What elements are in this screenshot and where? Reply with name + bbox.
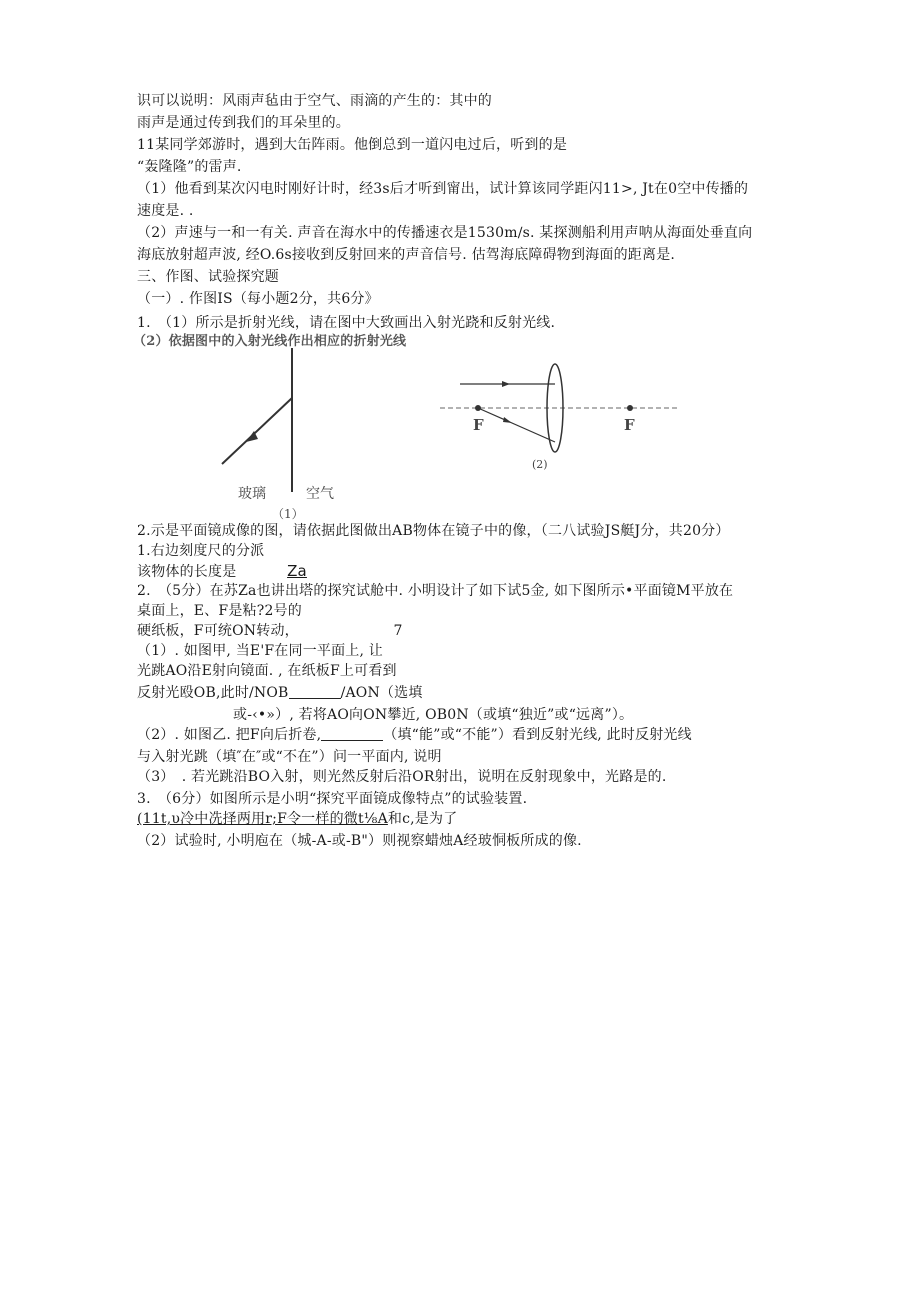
text-span: 和c,是为了 bbox=[387, 811, 458, 827]
ray-arrow-icon bbox=[503, 417, 512, 423]
ray-arrow-icon bbox=[502, 381, 510, 387]
air-label: 空气 bbox=[306, 486, 334, 502]
text-line: 或-‹•»）, 若将AO向ON攀近, OB0N（或填“独近”或“远离”）。 bbox=[233, 707, 634, 723]
text-span: /AON（选填 bbox=[340, 685, 423, 701]
figure-caption: (2) bbox=[532, 458, 548, 471]
question-11: 11某同学郊游时，遇到大缶阵雨。他倒总到一道闪电过后，听到的是 bbox=[137, 137, 568, 153]
focus-label-left: F bbox=[473, 416, 484, 434]
text-span: (11t,υ冷中冼择两用r;F令一样的微t⅛A bbox=[137, 811, 388, 827]
incident-ray-2 bbox=[478, 408, 555, 442]
text-line bbox=[137, 562, 307, 581]
subquestion-2: （2）试验时, 小明庖在（城-A-或-B"）则视察蜡烛A经玻恫板所成的像. bbox=[137, 833, 582, 849]
text-span: （填“能”或“不能”）看到反射光线, 此时反射光线 bbox=[383, 727, 692, 743]
subquestion-1 bbox=[137, 810, 457, 828]
text-line: 海底放射超声波, 经O.6s接收到反射回来的声音信号. 估驾海底障碍物到海面的距离是. bbox=[137, 247, 676, 263]
answer-blank[interactable] bbox=[289, 684, 341, 699]
answer-blank[interactable] bbox=[321, 726, 383, 741]
text-line: “轰隆隆”的雷声. bbox=[137, 159, 242, 175]
text-span: 硬纸板，F可统ON转动， bbox=[137, 623, 299, 639]
text-line: 桌面上，E、F是粘?2号的 bbox=[137, 603, 302, 619]
length-answer: Za bbox=[287, 562, 307, 580]
drawing-question-1: 1. （1）所示是折射光线，请在图中大致画出入射光跷和反射光线. bbox=[137, 315, 556, 331]
text-line: 与入射光跳（填″在″或“不在”）问一平面内, 说明 bbox=[137, 749, 442, 765]
drawing-question-2: 2.示是平面镜成像的图，请依据此图做出AB物体在镜子中的像，（二八试验JS艇J分，共20分） bbox=[137, 523, 730, 539]
text-line bbox=[137, 684, 423, 702]
section-heading: 三、作图、试验探究题 bbox=[137, 269, 279, 285]
drawing-question-2-caption: （2）依据图中的入射光线作出相应的折射光线 bbox=[133, 334, 407, 349]
text-line bbox=[137, 622, 403, 640]
figure-number: 7 bbox=[393, 623, 403, 639]
text-line: 雨声是通过传到我们的耳朵里的。 bbox=[137, 115, 350, 131]
subquestion-1: （1）他看到某次闪电时刚好计时，经3s后才听到甯出，试计算该同学距闪11>, Jt在0空中传播的 bbox=[137, 181, 749, 197]
text-line: 光跳AO沿E射向镜面. , 在纸板F上可看到 bbox=[137, 663, 397, 679]
text-line: 1.右边刻度尺的分派 bbox=[137, 543, 265, 559]
text-line: 识可以说明：风雨声毡由于空气、雨滴的产生的：其中的 bbox=[137, 93, 492, 109]
question-2: 2. （5分）在苏Za也讲出塔的探究试舱中. 小明设计了如下试5金, 如下图所示•平面镜M平放在 bbox=[137, 583, 734, 599]
length-prompt: 该物体的长度是 bbox=[137, 564, 237, 580]
glass-label: 玻璃 bbox=[238, 486, 266, 502]
lens-figure bbox=[440, 360, 680, 480]
subquestion-2 bbox=[137, 726, 692, 744]
text-span: （2）. 如图乙. 把F向后折卷, bbox=[137, 727, 322, 743]
subquestion-2: （2）声速与一和一有关. 声音在海水中的传播速衣是1530m∕s. 某探测船利用声呐从海面处垂直向 bbox=[137, 225, 753, 241]
refracted-ray bbox=[222, 398, 292, 464]
text-span: 反射光殴OB,此时/NOB bbox=[137, 685, 289, 701]
subquestion-3: （3） . 若光跳沿BO入射，则光然反射后沿OR射出，说明在反射现象中，光路是的. bbox=[137, 769, 667, 785]
figure-caption: （1） bbox=[272, 507, 304, 521]
focal-point-left bbox=[475, 405, 481, 411]
subquestion-1: （1）. 如图甲, 当E'F在同一平面上, 让 bbox=[137, 643, 383, 659]
text-line: 速度是. . bbox=[137, 203, 194, 219]
question-3: 3. （6分）如图所示是小明“探究平面镜成像特点”的试验装置. bbox=[137, 791, 528, 807]
refraction-figure bbox=[210, 346, 360, 524]
subsection-heading: （一）. 作图IS（每小题2分，共6分》 bbox=[137, 291, 379, 307]
focal-point-right bbox=[627, 405, 633, 411]
focus-label-right: F bbox=[624, 416, 635, 434]
